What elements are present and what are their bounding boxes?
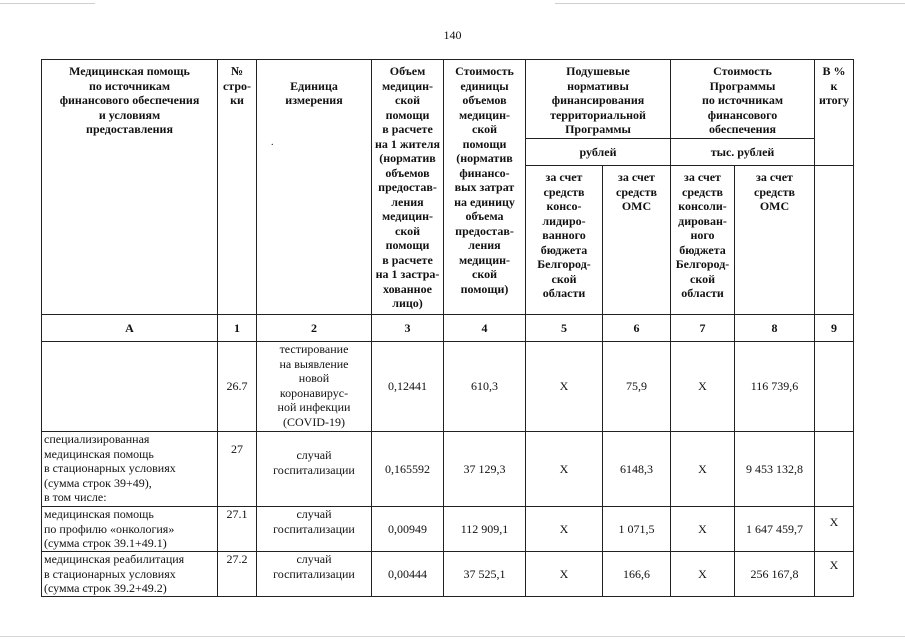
header-group-per-capita: Подушевые нормативы финансирования территориальной Программы xyxy=(526,60,671,139)
cell-unit-cost: 37 129,3 xyxy=(444,432,526,507)
table-row xyxy=(42,342,854,432)
cell-oms-cost: 256 167,8 xyxy=(735,552,815,597)
cell-budget-cost: Х xyxy=(671,507,735,552)
header-stray-mark: . xyxy=(271,137,274,148)
column-number: 1 xyxy=(218,315,257,342)
column-number: 6 xyxy=(603,315,671,342)
cell-budget-per-capita: Х xyxy=(526,552,603,597)
cell-oms-cost: 9 453 132,8 xyxy=(735,432,815,507)
cell-budget-cost: Х xyxy=(671,432,735,507)
header-col-4: Стоимость единицы объемов медицин- ской помощи (норматив финансо- вых затрат на единицу объема предостав- ления медицин- ской помощи) xyxy=(444,60,526,315)
row-number: 27 xyxy=(218,432,257,507)
cell-percent xyxy=(815,432,854,507)
cell-volume: 0,165592 xyxy=(372,432,444,507)
table-row xyxy=(42,552,854,597)
column-number: А xyxy=(42,315,218,342)
cell-budget-cost: Х xyxy=(671,552,735,597)
column-number: 8 xyxy=(735,315,815,342)
header-col-a: Медицинская помощь по источникам финансового обеспечения и условиям предоставления xyxy=(42,60,218,315)
cell-volume: 0,00444 xyxy=(372,552,444,597)
row-description: специализированная медицинская помощь в стационарных условиях (сумма строк 39+49), в том числе: xyxy=(42,432,218,507)
row-unit: случай госпитализации xyxy=(257,507,372,552)
header-col-7: за счет средств консоли- дирован- ного бюджета Белгород- ской области xyxy=(671,166,735,315)
cell-percent: Х xyxy=(815,552,854,597)
page-number: 140 xyxy=(443,28,462,42)
cell-unit-cost: 610,3 xyxy=(444,342,526,432)
cell-oms-per-capita: 6148,3 xyxy=(603,432,671,507)
cell-budget-per-capita: Х xyxy=(526,342,603,432)
cell-budget-per-capita: Х xyxy=(526,507,603,552)
header-col-9-empty xyxy=(815,166,854,315)
header-unit-thousand-rubles: тыс. рублей xyxy=(671,139,815,166)
row-description xyxy=(42,342,218,432)
financing-table xyxy=(41,59,854,597)
row-description: медицинская реабилитация в стационарных условиях (сумма строк 39.2+49.2) xyxy=(42,552,218,597)
header-col-8: за счет средств ОМС xyxy=(735,166,815,315)
cell-volume: 0,12441 xyxy=(372,342,444,432)
table-row xyxy=(42,432,854,507)
cell-unit-cost: 112 909,1 xyxy=(444,507,526,552)
cell-oms-cost: 1 647 459,7 xyxy=(735,507,815,552)
column-number: 2 xyxy=(257,315,372,342)
cell-oms-per-capita: 75,9 xyxy=(603,342,671,432)
row-description: медицинская помощь по профилю «онкология» (сумма строк 39.1+49.1) xyxy=(42,507,218,552)
row-unit: тестирование на выявление новой коронавирус- ной инфекции (COVID-19) xyxy=(257,342,372,432)
column-number: 9 xyxy=(815,315,854,342)
scan-edge-left xyxy=(0,3,95,4)
header-col-3: Объем медицин- ской помощи в расчете на 1 жителя (норматив объемов предостав- ления медицин- ской помощи в расчете на 1 застра- хованное лицо) xyxy=(372,60,444,315)
column-number: 7 xyxy=(671,315,735,342)
column-number: 3 xyxy=(372,315,444,342)
header-col-1: № стро- ки xyxy=(218,60,257,315)
header-unit-rubles: рублей xyxy=(526,139,671,166)
row-number: 27.2 xyxy=(218,552,257,597)
header-group-program-cost: Стоимость Программы по источникам финансового обеспечения xyxy=(671,60,815,139)
row-unit: случай госпитализации xyxy=(257,552,372,597)
cell-unit-cost: 37 525,1 xyxy=(444,552,526,597)
row-number: 27.1 xyxy=(218,507,257,552)
header-col-2-label: Единица измерения xyxy=(285,78,343,107)
cell-oms-cost: 116 739,6 xyxy=(735,342,815,432)
header-col-5: за счет средств консо- лидиро- ванного бюджета Белгород- ской области xyxy=(526,166,603,315)
scan-edge-bottom xyxy=(0,636,905,637)
header-col-6: за счет средств ОМС xyxy=(603,166,671,315)
row-unit: случай госпитализации xyxy=(257,432,372,507)
cell-oms-per-capita: 1 071,5 xyxy=(603,507,671,552)
cell-budget-per-capita: Х xyxy=(526,432,603,507)
column-number: 4 xyxy=(444,315,526,342)
header-col-9: В % к итогу xyxy=(815,60,854,166)
header-col-2 xyxy=(257,60,372,315)
cell-volume: 0,00949 xyxy=(372,507,444,552)
row-number: 26.7 xyxy=(218,342,257,432)
scan-edge-right xyxy=(555,3,905,4)
table-row xyxy=(42,507,854,552)
column-number: 5 xyxy=(526,315,603,342)
cell-percent xyxy=(815,342,854,432)
cell-budget-cost: Х xyxy=(671,342,735,432)
cell-percent: Х xyxy=(815,507,854,552)
cell-oms-per-capita: 166,6 xyxy=(603,552,671,597)
